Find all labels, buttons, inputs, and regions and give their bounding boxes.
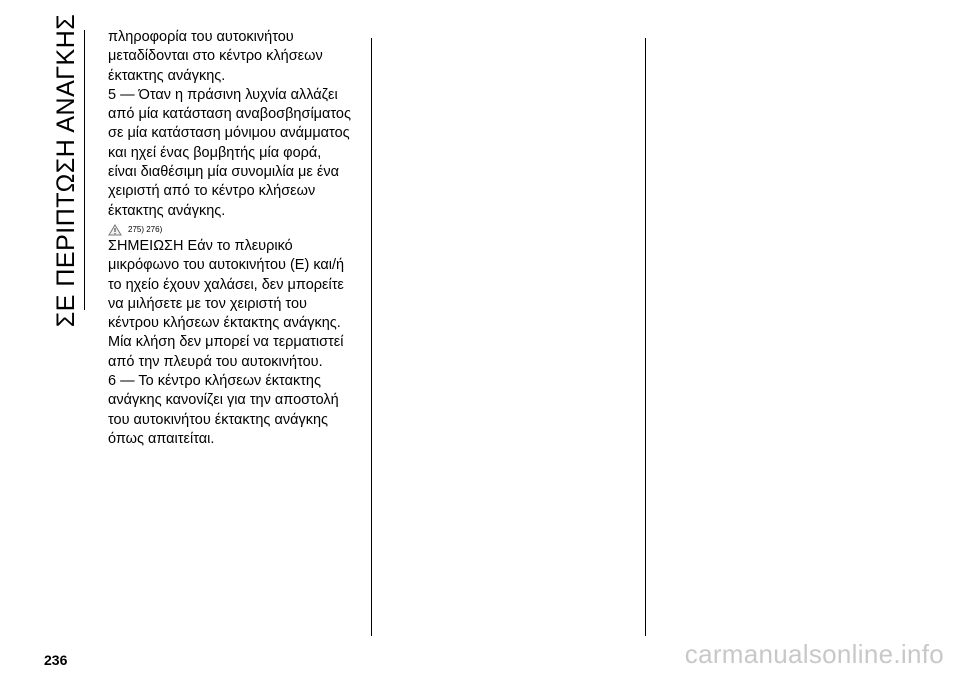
watermark: carmanualsonline.info [684, 639, 944, 669]
text-line: πληροφορία του αυτοκινήτου [108, 29, 294, 45]
text-column-1 [108, 28, 363, 449]
section-title [52, 13, 82, 327]
text-line: μικρόφωνο του αυτοκινήτου (Ε) και/ή [108, 257, 345, 274]
text-line: και ηχεί ένας βομβητής μία φορά, [108, 144, 322, 161]
warning-triangle-icon [108, 224, 122, 236]
text-line: όπως απαιτείται. [108, 430, 215, 447]
text-line: ανάγκης κανονίζει για την αποστολή [108, 392, 339, 409]
text-line: 5 — Όταν η πράσινη λυχνία αλλάζει [108, 86, 338, 103]
text-line: μεταδίδονται στο κέντρο κλήσεων [108, 48, 323, 65]
text-line: 6 — Το κέντρο κλήσεων έκτακτης [108, 373, 321, 390]
text-line: από μία κατάσταση αναβοσβησίματος [108, 106, 351, 123]
text-line: του αυτοκινήτου έκτακτης ανάγκης [108, 411, 329, 428]
section-title-text: ΣΕ ΠΕΡΙΠΤΩΣΗ ΑΝΑΓΚΗΣ [52, 13, 81, 327]
text-line: χειριστή από το κέντρο κλήσεων [108, 183, 316, 200]
text-line: να μιλήσετε με τον χειριστή του [108, 295, 307, 312]
warning-references [108, 224, 363, 236]
reference-numbers: 275) 276) [128, 224, 163, 234]
page-number: 236 [44, 652, 68, 668]
section-title-rule [84, 30, 85, 310]
column-divider-2 [645, 38, 646, 636]
text-line: σε μία κατάσταση μόνιμου ανάμματος [108, 125, 350, 142]
text-line: είναι διαθέσιμη μία συνομιλία με ένα [108, 164, 339, 181]
text-line: Μία κλήση δεν μπορεί να τερματιστεί [108, 334, 344, 351]
text-line: κέντρου κλήσεων έκτακτης ανάγκης. [108, 315, 341, 332]
paragraph-block-b [108, 237, 363, 449]
text-line: έκτακτης ανάγκης. [108, 202, 226, 219]
column-divider-1 [371, 38, 372, 636]
text-line: από την πλευρά του αυτοκινήτου. [108, 353, 323, 370]
paragraph-block-a [108, 28, 363, 221]
text-line: έκτακτης ανάγκης. [108, 67, 226, 84]
text-line: ΣΗΜΕΙΩΣΗ Εάν το πλευρικό [108, 237, 293, 254]
text-line: το ηχείο έχουν χαλάσει, δεν μπορείτε [108, 276, 344, 293]
